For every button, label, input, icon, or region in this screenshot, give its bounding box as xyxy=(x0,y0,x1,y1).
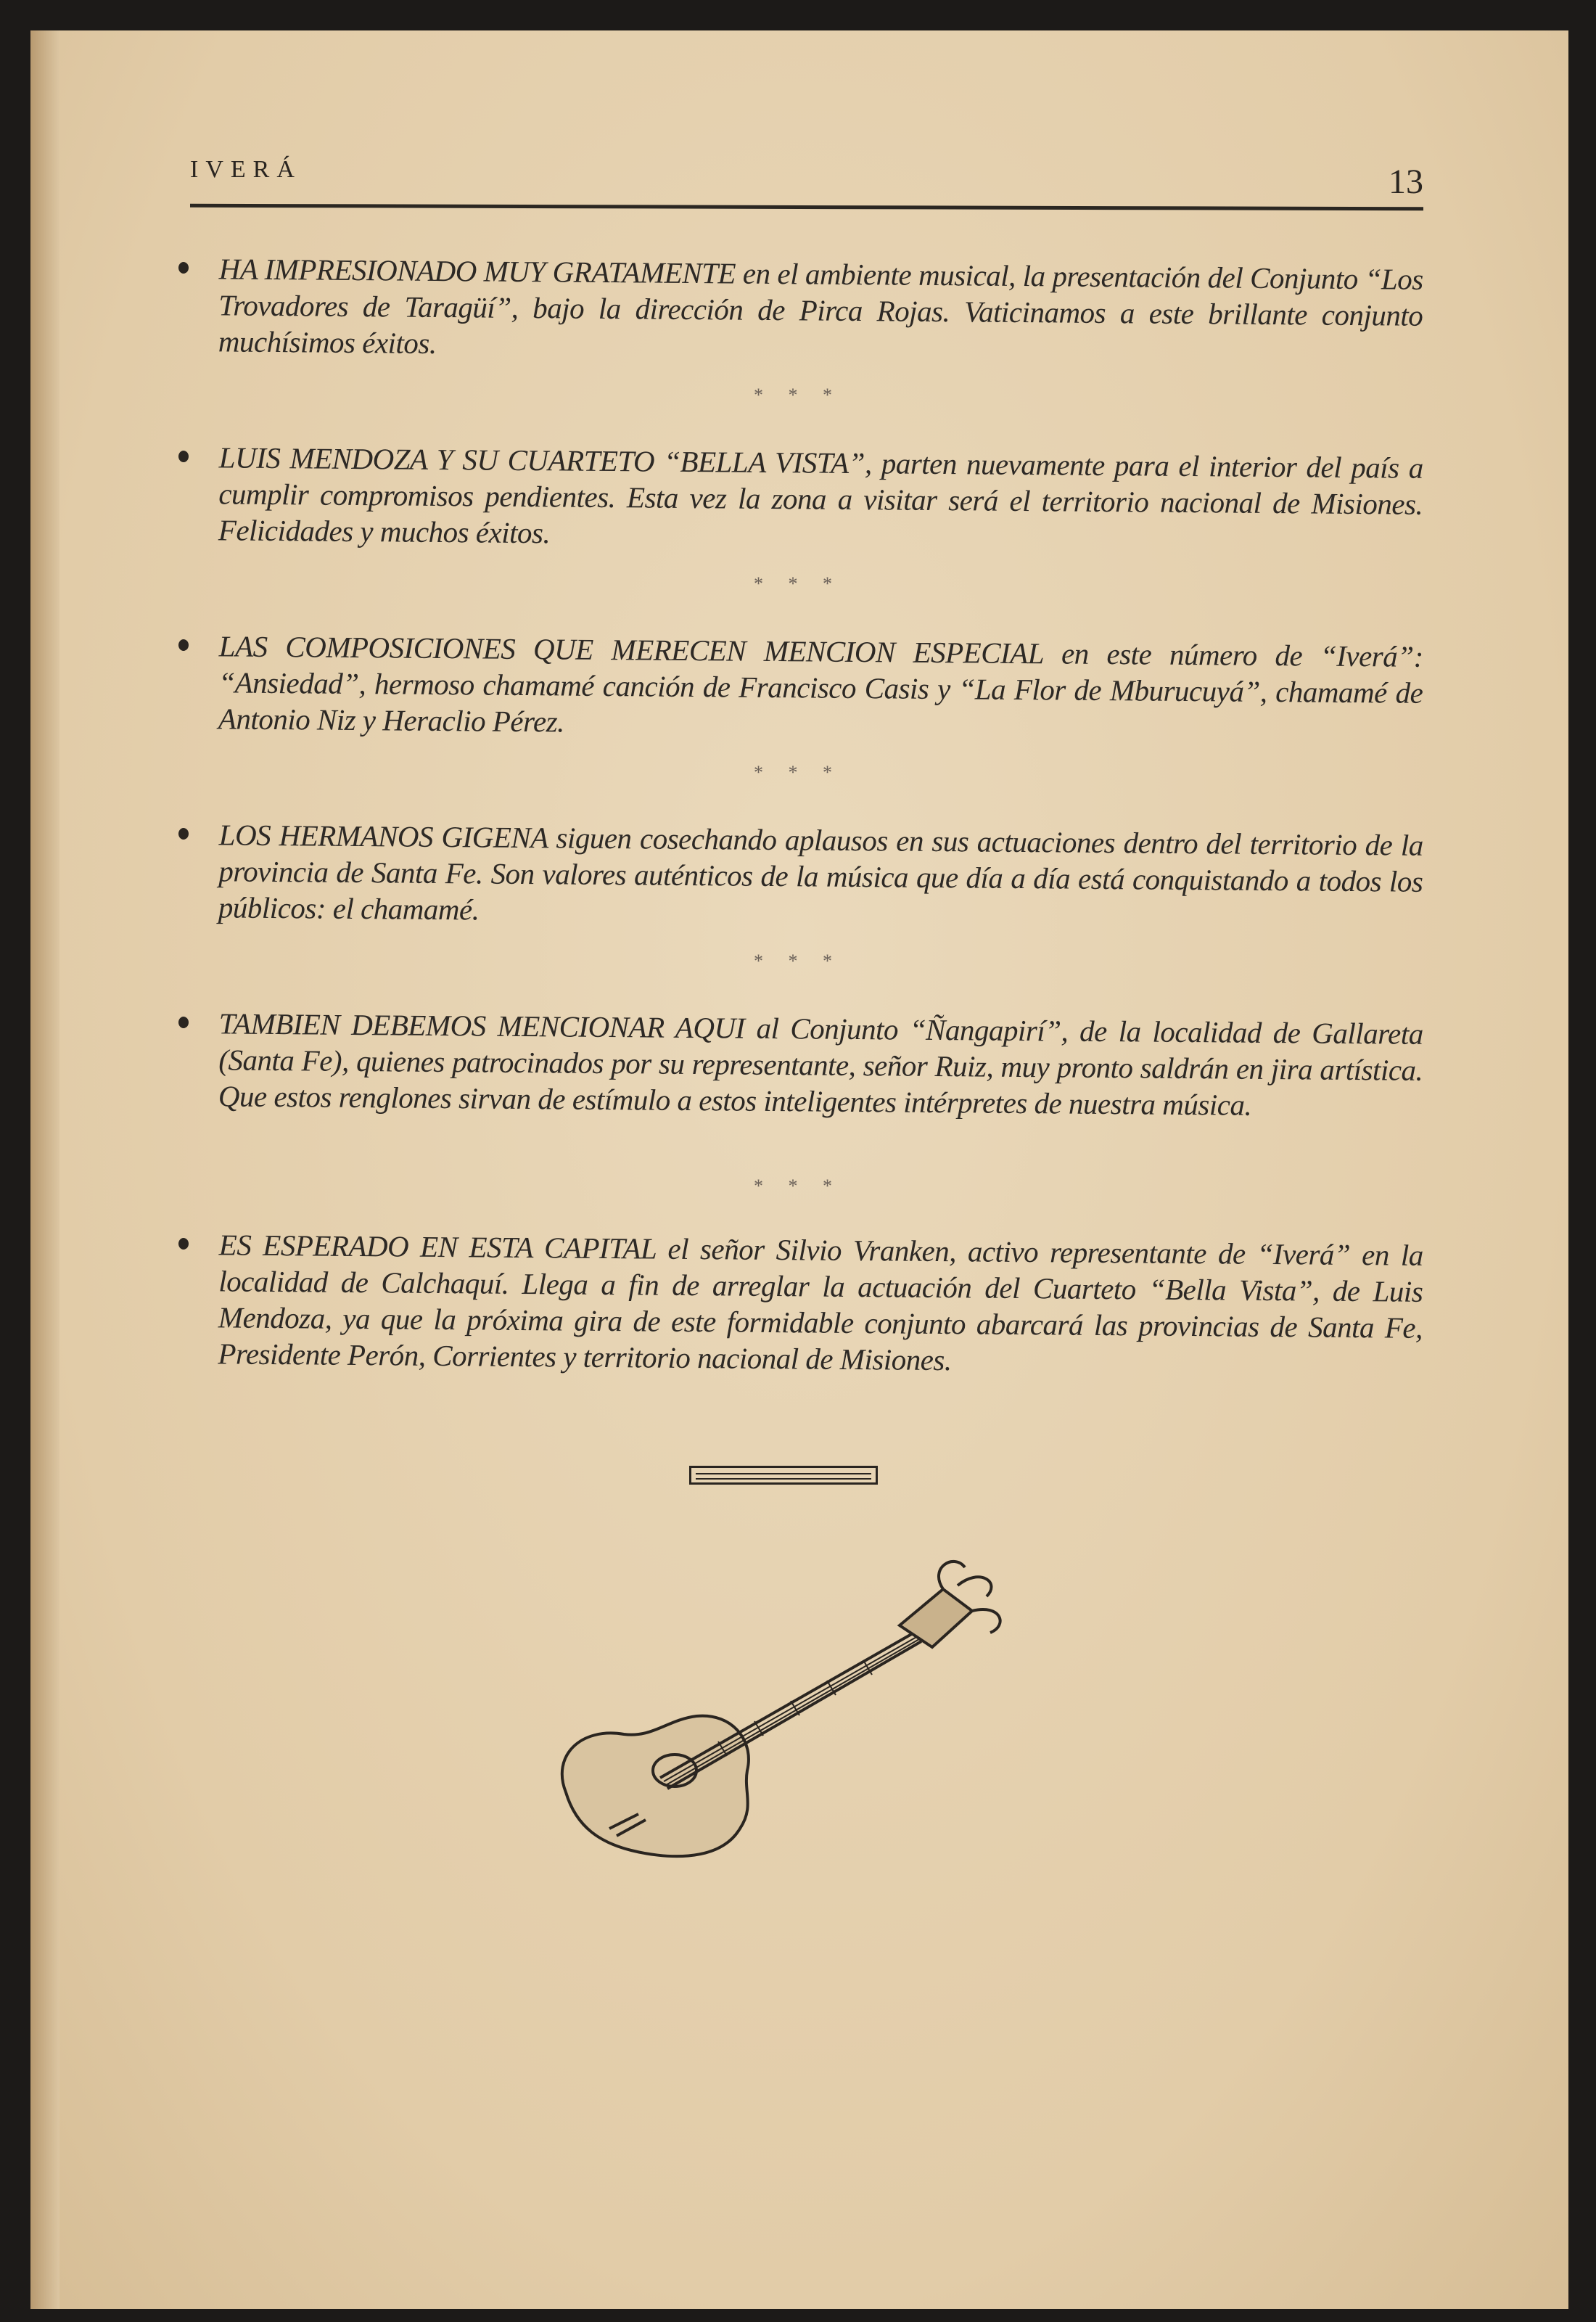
item-lead: TAMBIEN DEBEMOS MENCIONAR AQUI xyxy=(218,1006,745,1045)
running-title: IVERÁ xyxy=(190,156,302,183)
separator: * * * xyxy=(754,1176,842,1197)
bullet-icon xyxy=(178,262,189,274)
item-body: siguen cosechando aplausos en sus actuaciones dentro del territorio de la provincia de Santa Fe. Son valores auténticos de la música que día a día está conquistando a todos los públicos: el chamamé. xyxy=(218,821,1423,927)
item-lead: LAS COMPOSICIONES QUE MERECEN MENCION ESPECIAL xyxy=(218,629,1044,670)
item-lead: ES ESPERADO EN ESTA CAPITAL xyxy=(218,1228,657,1265)
magazine-page xyxy=(30,30,1568,2309)
news-item xyxy=(190,816,1423,925)
header-rule xyxy=(190,204,1423,210)
page-header xyxy=(190,149,1423,214)
item-body: el señor Silvio Vranken, activo representante de “Iverá” en la localidad de Calchaquí. Llega a fin de arreglar la actuación del Cuarteto “Bella Vista”, de Luis Mendoza, ya que la próxima gira de este formidable conjunto abarcará las provincias de Santa Fe, Presidente Perón, Corrientes y territorio nacional de Misiones. xyxy=(218,1231,1423,1377)
news-item xyxy=(190,439,1423,548)
news-item xyxy=(190,1005,1423,1122)
bullet-icon xyxy=(178,639,189,651)
news-item xyxy=(190,1226,1423,1377)
item-lead: LUIS MENDOZA Y SU CUARTETO “BELLA VISTA” xyxy=(218,440,865,480)
separator: * * * xyxy=(754,385,842,406)
item-body: al Conjunto “Ñangapirí”, de la localidad de Gallareta (Santa Fe), quienes patrocinados por su representante, señor Ruiz, muy pronto saldrán en jira artística. Que estos renglones sirvan de estímulo a estos inteligentes intérpretes de nuestra música. xyxy=(218,1011,1423,1122)
page-spine xyxy=(30,30,59,2309)
guitar-illustration-icon xyxy=(537,1553,1016,1887)
separator: * * * xyxy=(754,573,842,594)
bullet-icon xyxy=(178,451,189,462)
separator: * * * xyxy=(754,951,842,972)
item-body: en este número de “Iverá”: “Ansiedad”, hermoso chamamé canción de Francisco Casis y “La Flor de Mburucuyá”, chamamé de Antonio Niz y Heraclio Pérez. xyxy=(218,636,1423,739)
ornamental-divider xyxy=(689,1466,878,1485)
item-lead: HA IMPRESIONADO MUY GRATAMENTE xyxy=(218,252,736,290)
item-body: en el ambiente musical, la presentación del Conjunto “Los Trovadores de Taragüí”, bajo la dirección de Pirca Rojas. Vaticinamos a este brillante conjunto muchísimos éxitos. xyxy=(218,256,1423,360)
page-number: 13 xyxy=(1389,163,1423,201)
separator: * * * xyxy=(754,762,842,783)
item-lead: LOS HERMANOS GIGENA xyxy=(218,818,548,855)
bullet-icon xyxy=(178,1017,189,1028)
bullet-icon xyxy=(178,828,189,840)
item-body: , parten nuevamente para el interior del país a cumplir compromisos pendientes. Esta vez la zona a visitar será el territorio nacional de Misiones. Felicidades y muchos éxitos. xyxy=(218,446,1423,550)
bullet-icon xyxy=(178,1238,189,1250)
news-item xyxy=(190,628,1423,737)
news-item xyxy=(190,250,1423,359)
